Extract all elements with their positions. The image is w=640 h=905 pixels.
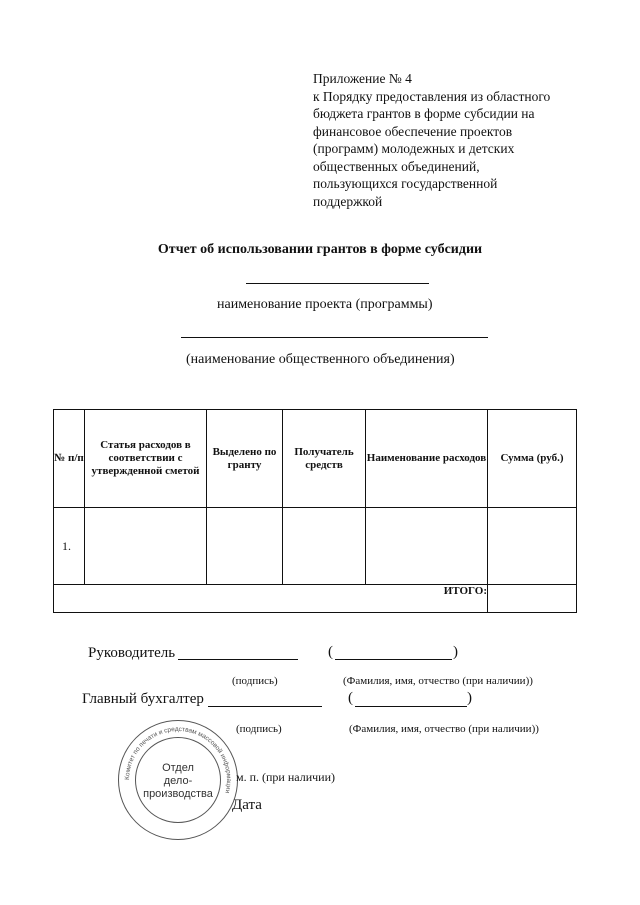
table-row (54, 508, 577, 585)
appendix-line: бюджета грантов в форме субсидии на (313, 106, 535, 121)
head-signature-line[interactable] (178, 659, 298, 660)
accountant-label: Главный бухгалтер (82, 691, 204, 707)
date-label: Дата (232, 797, 262, 813)
org-name-line[interactable] (181, 337, 488, 338)
table-header-row (54, 410, 577, 508)
project-caption: наименование проекта (программы) (217, 297, 433, 312)
document-title: Отчет об использовании грантов в форме субсидии (157, 242, 483, 257)
head-name-line[interactable] (335, 659, 452, 660)
col-header-expense-item: Статья расходов в соответствии с утвержденной сметой (85, 410, 207, 508)
office-stamp (118, 720, 238, 840)
appendix-line: (программ) молодежных и детских (313, 141, 515, 156)
head-sign-caption: (подпись) (232, 675, 278, 687)
report-table (53, 409, 577, 613)
stamp-text-line: дело- (163, 775, 193, 787)
seal-caption: м. п. (при наличии) (236, 770, 335, 784)
cell-expense-item[interactable] (85, 508, 207, 585)
total-label: ИТОГО: (54, 585, 488, 613)
stamp-text-line: Отдел (162, 762, 194, 774)
accountant-name-caption: (Фамилия, имя, отчество (при наличии)) (349, 723, 539, 735)
appendix-line: поддержкой (313, 193, 383, 209)
col-header-expense-name: Наименование расходов (366, 410, 488, 508)
col-header-recipient: Получатель средств (283, 410, 366, 508)
appendix-line: пользующихся государственной (313, 176, 498, 191)
stamp-ring-text: Комитет по печати и средствам массовой информации (123, 725, 233, 794)
row-number: 1. (54, 508, 85, 585)
total-row (54, 585, 577, 613)
accountant-name-open-paren: ( (348, 690, 353, 706)
appendix-line: Приложение № 4 (313, 71, 412, 86)
org-caption: (наименование общественного объединения) (186, 352, 455, 367)
head-name-caption: (Фамилия, имя, отчество (при наличии)) (343, 675, 533, 687)
accountant-name-line[interactable] (355, 706, 467, 707)
appendix-line: финансовое обеспечение проектов (313, 123, 513, 139)
stamp-center-text (136, 762, 220, 801)
col-header-num: № п/п (54, 410, 85, 508)
head-name-close-paren: ) (453, 644, 458, 660)
appendix-line: общественных объединений, (313, 158, 480, 174)
cell-sum[interactable] (488, 508, 577, 585)
col-header-sum: Сумма (руб.) (488, 410, 577, 508)
project-name-line[interactable] (246, 283, 429, 284)
appendix-line: к Порядку предоставления из областного (313, 88, 551, 104)
col-header-allocated: Выделено по гранту (207, 410, 283, 508)
head-name-open-paren: ( (328, 644, 333, 660)
accountant-sign-caption: (подпись) (236, 723, 282, 735)
stamp-text-line: производства (143, 788, 213, 800)
cell-expense-name[interactable] (366, 508, 488, 585)
appendix-block (313, 70, 603, 210)
cell-recipient[interactable] (283, 508, 366, 585)
stamp-inner-circle (135, 737, 221, 823)
head-label: Руководитель (88, 645, 176, 661)
total-sum-cell[interactable] (488, 585, 577, 613)
accountant-name-close-paren: ) (467, 690, 472, 706)
cell-allocated[interactable] (207, 508, 283, 585)
accountant-signature-line[interactable] (208, 706, 322, 707)
